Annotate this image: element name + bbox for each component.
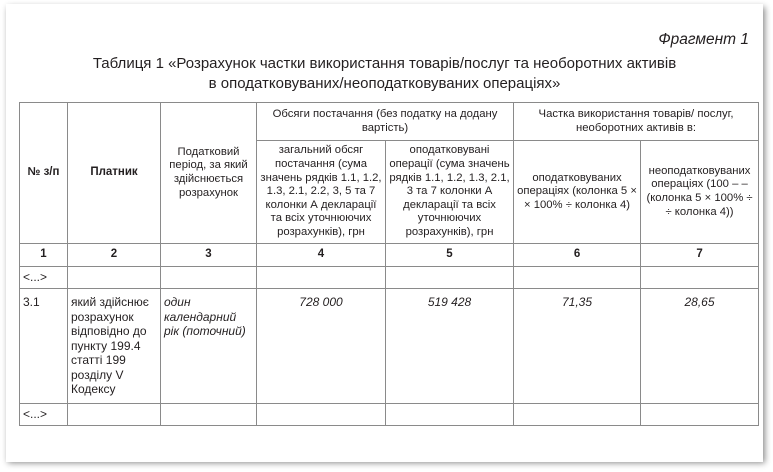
header-row-1 bbox=[20, 103, 759, 141]
row-taxable-share: 71,35 bbox=[514, 289, 641, 404]
header-col6: оподатковуваних операціях (колонка 5 × × 100% ÷ колонка 4) bbox=[514, 141, 641, 244]
table-row bbox=[20, 289, 759, 404]
header-col2: Платник bbox=[68, 103, 161, 244]
column-number: 2 bbox=[68, 244, 161, 267]
row-period: один календарний рік (поточний) bbox=[161, 289, 257, 404]
row-taxable-ops: 519 428 bbox=[386, 289, 514, 404]
column-number: 4 bbox=[257, 244, 386, 267]
continuation-marker: <...> bbox=[20, 404, 68, 426]
header-group-supply: Обсяги постачання (без податку на додану вартість) bbox=[257, 103, 514, 141]
fragment-label: Фрагмент 1 bbox=[658, 31, 749, 48]
row-payer: який здійснює розрахунок відповідно до пункту 199.4 статті 199 розділу V Кодексу bbox=[68, 289, 161, 404]
table-title bbox=[6, 54, 763, 94]
header-col3: Податковий період, за який здійснюється розрахунок bbox=[161, 103, 257, 244]
continuation-row-top bbox=[20, 267, 759, 289]
row-nontaxable-share: 28,65 bbox=[641, 289, 759, 404]
calculation-table bbox=[19, 102, 759, 426]
torn-edge bbox=[6, 456, 763, 462]
column-number: 6 bbox=[514, 244, 641, 267]
header-col5: оподатковувані операції (сума значень рядків 1.1, 1.2, 1.3, 2.1, 3 та 7 колонки А декларації та всіх уточнюючих розрахунків), грн bbox=[386, 141, 514, 244]
header-col4: загальний обсяг постачання (сума значень рядків 1.1, 1.2, 1.3, 2.1, 2.2, 3, 5 та 7 колонки А декларації та всіх уточнюючих розрахунків), грн bbox=[257, 141, 386, 244]
table-title-line2: в оподатковуваних/неоподатковуваних операціях» bbox=[208, 75, 561, 92]
column-number: 5 bbox=[386, 244, 514, 267]
column-number-row bbox=[20, 244, 759, 267]
continuation-marker: <...> bbox=[20, 267, 68, 289]
header-group-share: Частка використання товарів/ послуг, необоротних активів в: bbox=[514, 103, 759, 141]
row-total-supply: 728 000 bbox=[257, 289, 386, 404]
table-title-line1: Таблиця 1 «Розрахунок частки використання товарів/послуг та необоротних активів bbox=[92, 55, 677, 72]
document-page bbox=[6, 4, 763, 460]
column-number: 3 bbox=[161, 244, 257, 267]
header-col7: неоподатковуваних операціях (100 – – (колонка 5 × 100% ÷ ÷ колонка 4)) bbox=[641, 141, 759, 244]
column-number: 7 bbox=[641, 244, 759, 267]
column-number: 1 bbox=[20, 244, 68, 267]
header-col1: № з/п bbox=[20, 103, 68, 244]
row-number: 3.1 bbox=[20, 289, 68, 404]
continuation-row-bottom bbox=[20, 404, 759, 426]
